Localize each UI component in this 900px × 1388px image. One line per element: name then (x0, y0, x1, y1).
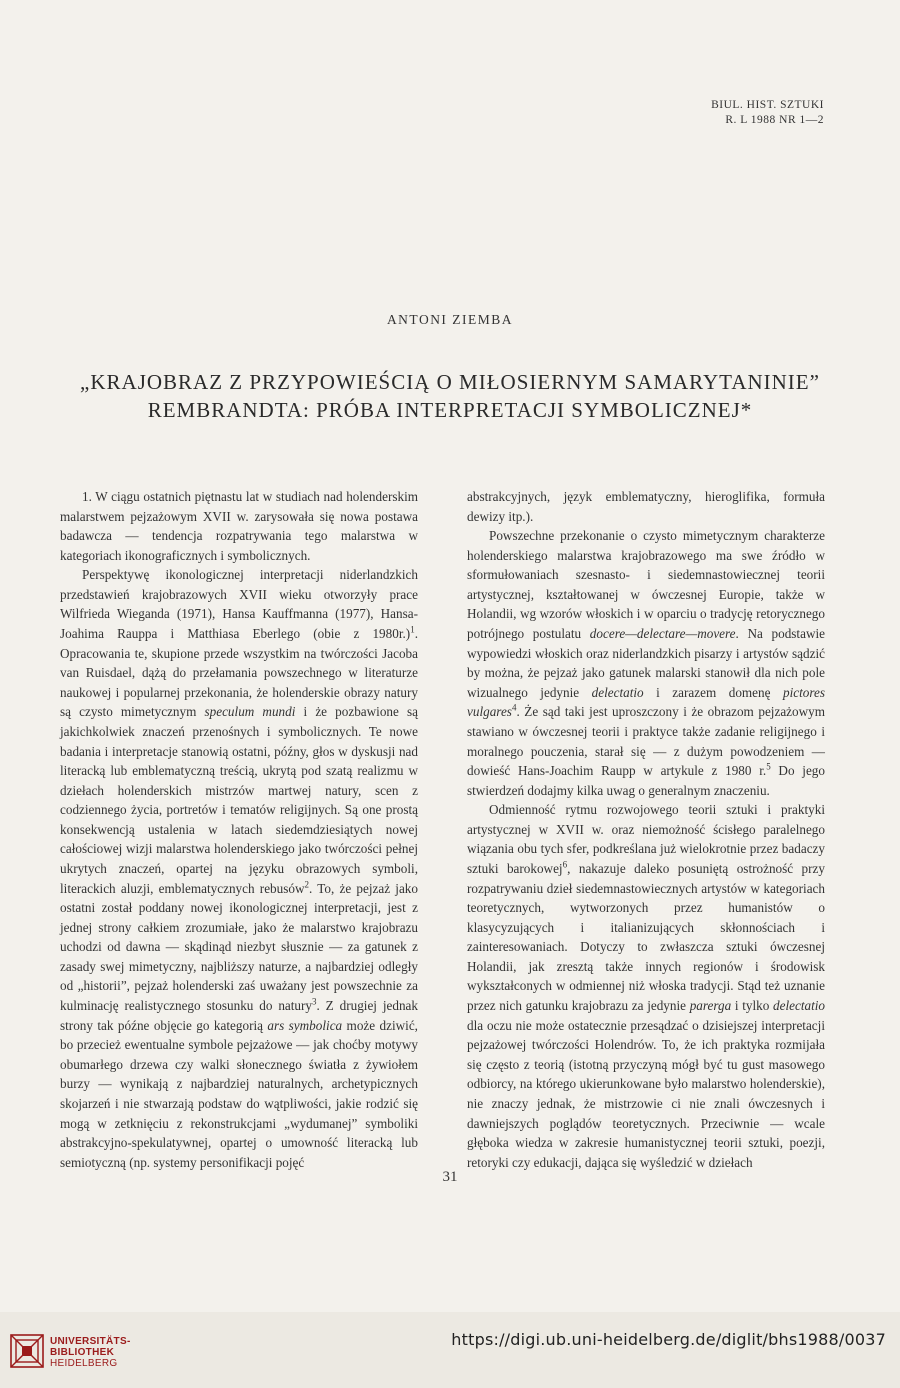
footnote-ref: 2 (304, 879, 309, 890)
left-column (60, 487, 418, 1172)
logo-line: UNIVERSITÄTS- (50, 1336, 131, 1347)
text-run: dla oczu nie może ostatecznie przesądzać o dzisiejszej interpretacji pejzażowej twórczości Holendrów. To, że ich praktyka rozmijała się często z teorią (istotną przyczyną mógł być tu gust masowego odbiorcy, na którego ukierunkowane było malarstwo holenderskie), nie znaczy jednak, że mistrzowie ci nie znali ówczesnych i dawniejszych poglądów teoretycznych. Przeciwnie — wcale głęboka wiedza w zakresie humanistycznej teorii sztuki, poezji, retoryki czy edukacji, dająca się wyśledzić w dziełach (467, 1017, 825, 1170)
paragraph (60, 565, 418, 1172)
footnote-ref: 3 (312, 996, 317, 1007)
italic-term: pictores vulgares (467, 684, 825, 720)
logo-line: HEIDELBERG (50, 1358, 118, 1369)
title-line-2: REMBRANDTA: PRÓBA INTERPRETACJI SYMBOLICZNEJ* (147, 398, 753, 422)
title-line-1: „KRAJOBRAZ Z PRZYPOWIEŚCIĄ O MIŁOSIERNYM SAMARYTANINIE” (80, 370, 820, 394)
text-run: Do jego stwierdzeń dodajmy kilka uwag o generalnym znaczeniu. (467, 763, 825, 798)
text-run: i tylko (731, 998, 773, 1014)
italic-term: delectatio (591, 684, 644, 700)
italic-term: ars symbolica (267, 1017, 343, 1033)
logo-line: BIBLIOTHEK (50, 1347, 115, 1358)
text-run: Perspektywę ikonologicznej interpretacji niderlandzkich przedstawień krajobrazowych XVII wieku otworzyły prace Wilfrieda Wieganda (1971), Hansa Kauffmanna (1977), Hansa-Joahima Rauppa i Matthiasa Eberlego (obie z 1980r.) (60, 567, 418, 642)
text-run: i zarazem domenę (643, 684, 783, 700)
source-url-link[interactable]: https://digi.ub.uni-heidelberg.de/diglit/bhs1988/0037 (451, 1330, 886, 1349)
text-run: . Że sąd taki jest uproszczony i że obrazom pejzażowym stawiano w ówczesnej teorii i praktyce także zadanie religijnego i moralnego pouczenia, starał się — z dużym powodzeniem — dowieść Hans-Joachim Raupp w artykule z 1980 r. (467, 704, 825, 779)
italic-term: parerga (689, 998, 732, 1014)
article-author: ANTONI ZIEMBA (386, 312, 514, 327)
journal-volume: R. L 1988 NR 1—2 (725, 114, 824, 126)
article-title (20, 368, 880, 424)
journal-header (711, 98, 824, 128)
library-logo-icon (10, 1334, 44, 1368)
footnote-ref: 1 (410, 624, 415, 635)
paragraph (467, 800, 825, 1172)
page-number: 31 (442, 1169, 458, 1185)
paragraph: abstrakcyjnych, język emblematyczny, hieroglifika, formuła dewizy itp.). (467, 489, 825, 524)
italic-term: delectatio (773, 998, 825, 1014)
italic-term: speculum mundi (204, 704, 296, 720)
text-run: , nakazuje daleko posuniętą ostrożność przy rozpatrywaniu dzieł siedemnastowiecznych artystów w kategoriach teoretycznych, wytworzonych przez humanistów o klasycyzujących i italianizujących skłonnościach i zainteresowaniach. Dotyczy to zwłaszcza sztuki ówczesnej Holandii, jak zresztą także innych regionów i środowisk wykształconych w odmiennej niż włoska tradycji. Stąd też uznanie przez nich gatunku krajobrazu za jedynie (467, 860, 825, 1014)
text-run: . Na podstawie wypowiedzi włoskich oraz niderlandzkich pisarzy i artystów sądzić by można, że pejzaż jako gatunek malarski stanowił dla nich pole wizualnego jedynie (467, 626, 825, 700)
footnote-ref: 4 (511, 702, 517, 713)
text-run: i że pozbawione są jakichkolwiek znaczeń przenośnych i symbolicznych. Te nowe badania i interpretacje stanowią ostatni, późny, głos w dyskusji nad literacką lub emblematyczną treścią, ukrytą pod szatą realizmu w dziełach holenderskich mistrzów martwej natury, scen z codziennego życia, portretów i tematów religijnych. Są one prostą konsekwencją ustalenia w latach siedemdziesiątych nowej całościowej wizji malarstwa holenderskiego jako twórczości pełnej ukrytych znaczeń, opartej na języku obrazowych symboli, literackich aluzji, emblematycznych rebusów (60, 704, 418, 896)
italic-term: docere—delectare—movere (589, 626, 736, 642)
text-run: może dziwić, bo przecież ewentualne symbole pejzażowe — jak choćby motywy obumarłego drzewa czy walki słonecznego światła z żywiołem burzy — wynikają z najbardziej naturalnych, archetypicznych skojarzeń i nie stwarzają podstaw do wątpliwości, jakie rodzić się mogą w zetknięciu z rekonstrukcjami „wydumanej” symboliki abstrakcyjno-spekulatywnej, opartej o umowność literacką lub semiotyczną (np. systemy personifikacji pojęć (60, 1017, 418, 1170)
text-run: . To, że pejzaż jako ostatni został poddany nowej ikonologicznej interpretacji, jest z jednej strony całkiem zrozumiałe, jako że malarstwo krajobrazu uchodzi od dawna — skądinąd niezbyt słusznie — za gatunek z zasady swej mimetyczny, najbliższy naturze, a najbardziej odległy od „historii”, pejzaż holenderski zaś uważany jest powszechnie za kulminację realistycznego stosunku do natury (60, 880, 418, 1014)
text-run: . Opracowania te, skupione przede wszystkim na twórczości Jacoba van Ruisdael, dążą do przełamania powszechnego w literaturze naukowej i popularnej przekonania, że holenderskie obrazy natury są czysto mimetycznym (60, 626, 418, 720)
paragraph: 1. W ciągu ostatnich piętnastu lat w studiach nad holenderskim malarstwem pejzażowym XVII w. zarysowała się nowa postawa badawcza — tendencja rozpatrywania tego malarstwa w kategoriach ikonograficznych i symbolicznych. (60, 489, 418, 563)
journal-title: BIUL. HIST. SZTUKI (711, 99, 824, 111)
text-run: Powszechne przekonanie o czysto mimetycznym charakterze holenderskiego malarstwa krajobrazowego ma swe źródło w sformułowaniach szesnasto- i siedemnastowiecznej teorii artystycznej, kształtowanej w ówczesnej Europie, także w Holandii, wg wzorów włoskich i w oparciu o tradycję retorycznego potrójnego postulatu (467, 528, 825, 642)
text-run: Odmienność rytmu rozwojowego teorii sztuki i praktyki artystycznej w XVII w. oraz niemożność ścisłego paralelnego wiązania obu tych sfer, podkreślana już wielokrotnie przez badaczy sztuki barokowej (467, 802, 825, 876)
viewer-footer (0, 1312, 900, 1388)
paragraph (467, 526, 825, 800)
right-column (467, 487, 825, 1172)
footnote-ref: 5 (766, 761, 771, 772)
text-run: . Z drugiej jednak strony tak późne objęcie go kategorią (60, 998, 418, 1033)
library-logo-text (50, 1336, 131, 1369)
footnote-ref: 6 (562, 859, 568, 870)
